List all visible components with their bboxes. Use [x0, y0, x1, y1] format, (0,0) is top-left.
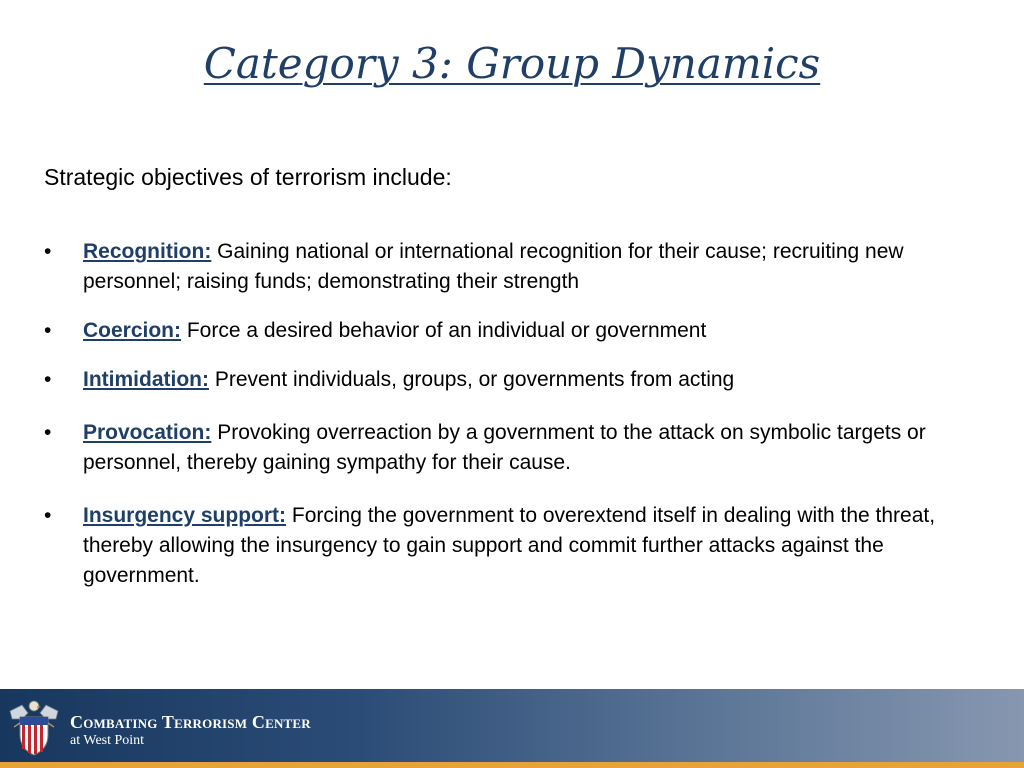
bullet-icon: • [44, 504, 52, 527]
slide-title-text: Category 3: Group Dynamics [203, 39, 821, 88]
org-subtitle: at West Point [70, 733, 145, 748]
list-item-coercion [44, 316, 974, 346]
bullet-text: Prevent individuals, groups, or governments from acting [208, 368, 735, 391]
bullet-text: Force a desired behavior of an individual or government [181, 319, 707, 342]
bullet-text: Gaining national or international recognition for their cause; recruiting new personnel; raising funds; demonstrating their strength [83, 240, 904, 293]
bullet-term: Recognition: [83, 240, 212, 263]
list-item-recognition [44, 237, 974, 297]
footer-accent-rule [0, 762, 1024, 768]
eagle-shield-icon [8, 697, 60, 757]
bullet-term: Provocation: [83, 421, 212, 444]
bullet-term: Intimidation: [83, 368, 209, 391]
bullet-text: Forcing the government to overextend itself in dealing with the threat, thereby allowing the insurgency to gain support and commit further attacks against the government. [83, 504, 936, 587]
intro-text: Strategic objectives of terrorism include: [44, 164, 452, 190]
list-item-insurgency-support [44, 501, 974, 591]
bullet-icon: • [44, 421, 52, 444]
bullet-term: Coercion: [83, 319, 182, 342]
bullet-text: Provoking overreaction by a government to the attack on symbolic targets or personnel, thereby gaining sympathy for their cause. [83, 421, 926, 474]
org-name: Combating Terrorism Center [70, 712, 311, 732]
list-item-provocation [44, 418, 974, 478]
bullet-icon: • [44, 319, 52, 342]
bullet-term: Insurgency support: [83, 504, 287, 527]
list-item-intimidation [44, 365, 974, 395]
slide-title [0, 36, 1024, 92]
bullet-icon: • [44, 240, 52, 263]
bullet-icon: • [44, 368, 52, 391]
objectives-list [44, 237, 974, 610]
